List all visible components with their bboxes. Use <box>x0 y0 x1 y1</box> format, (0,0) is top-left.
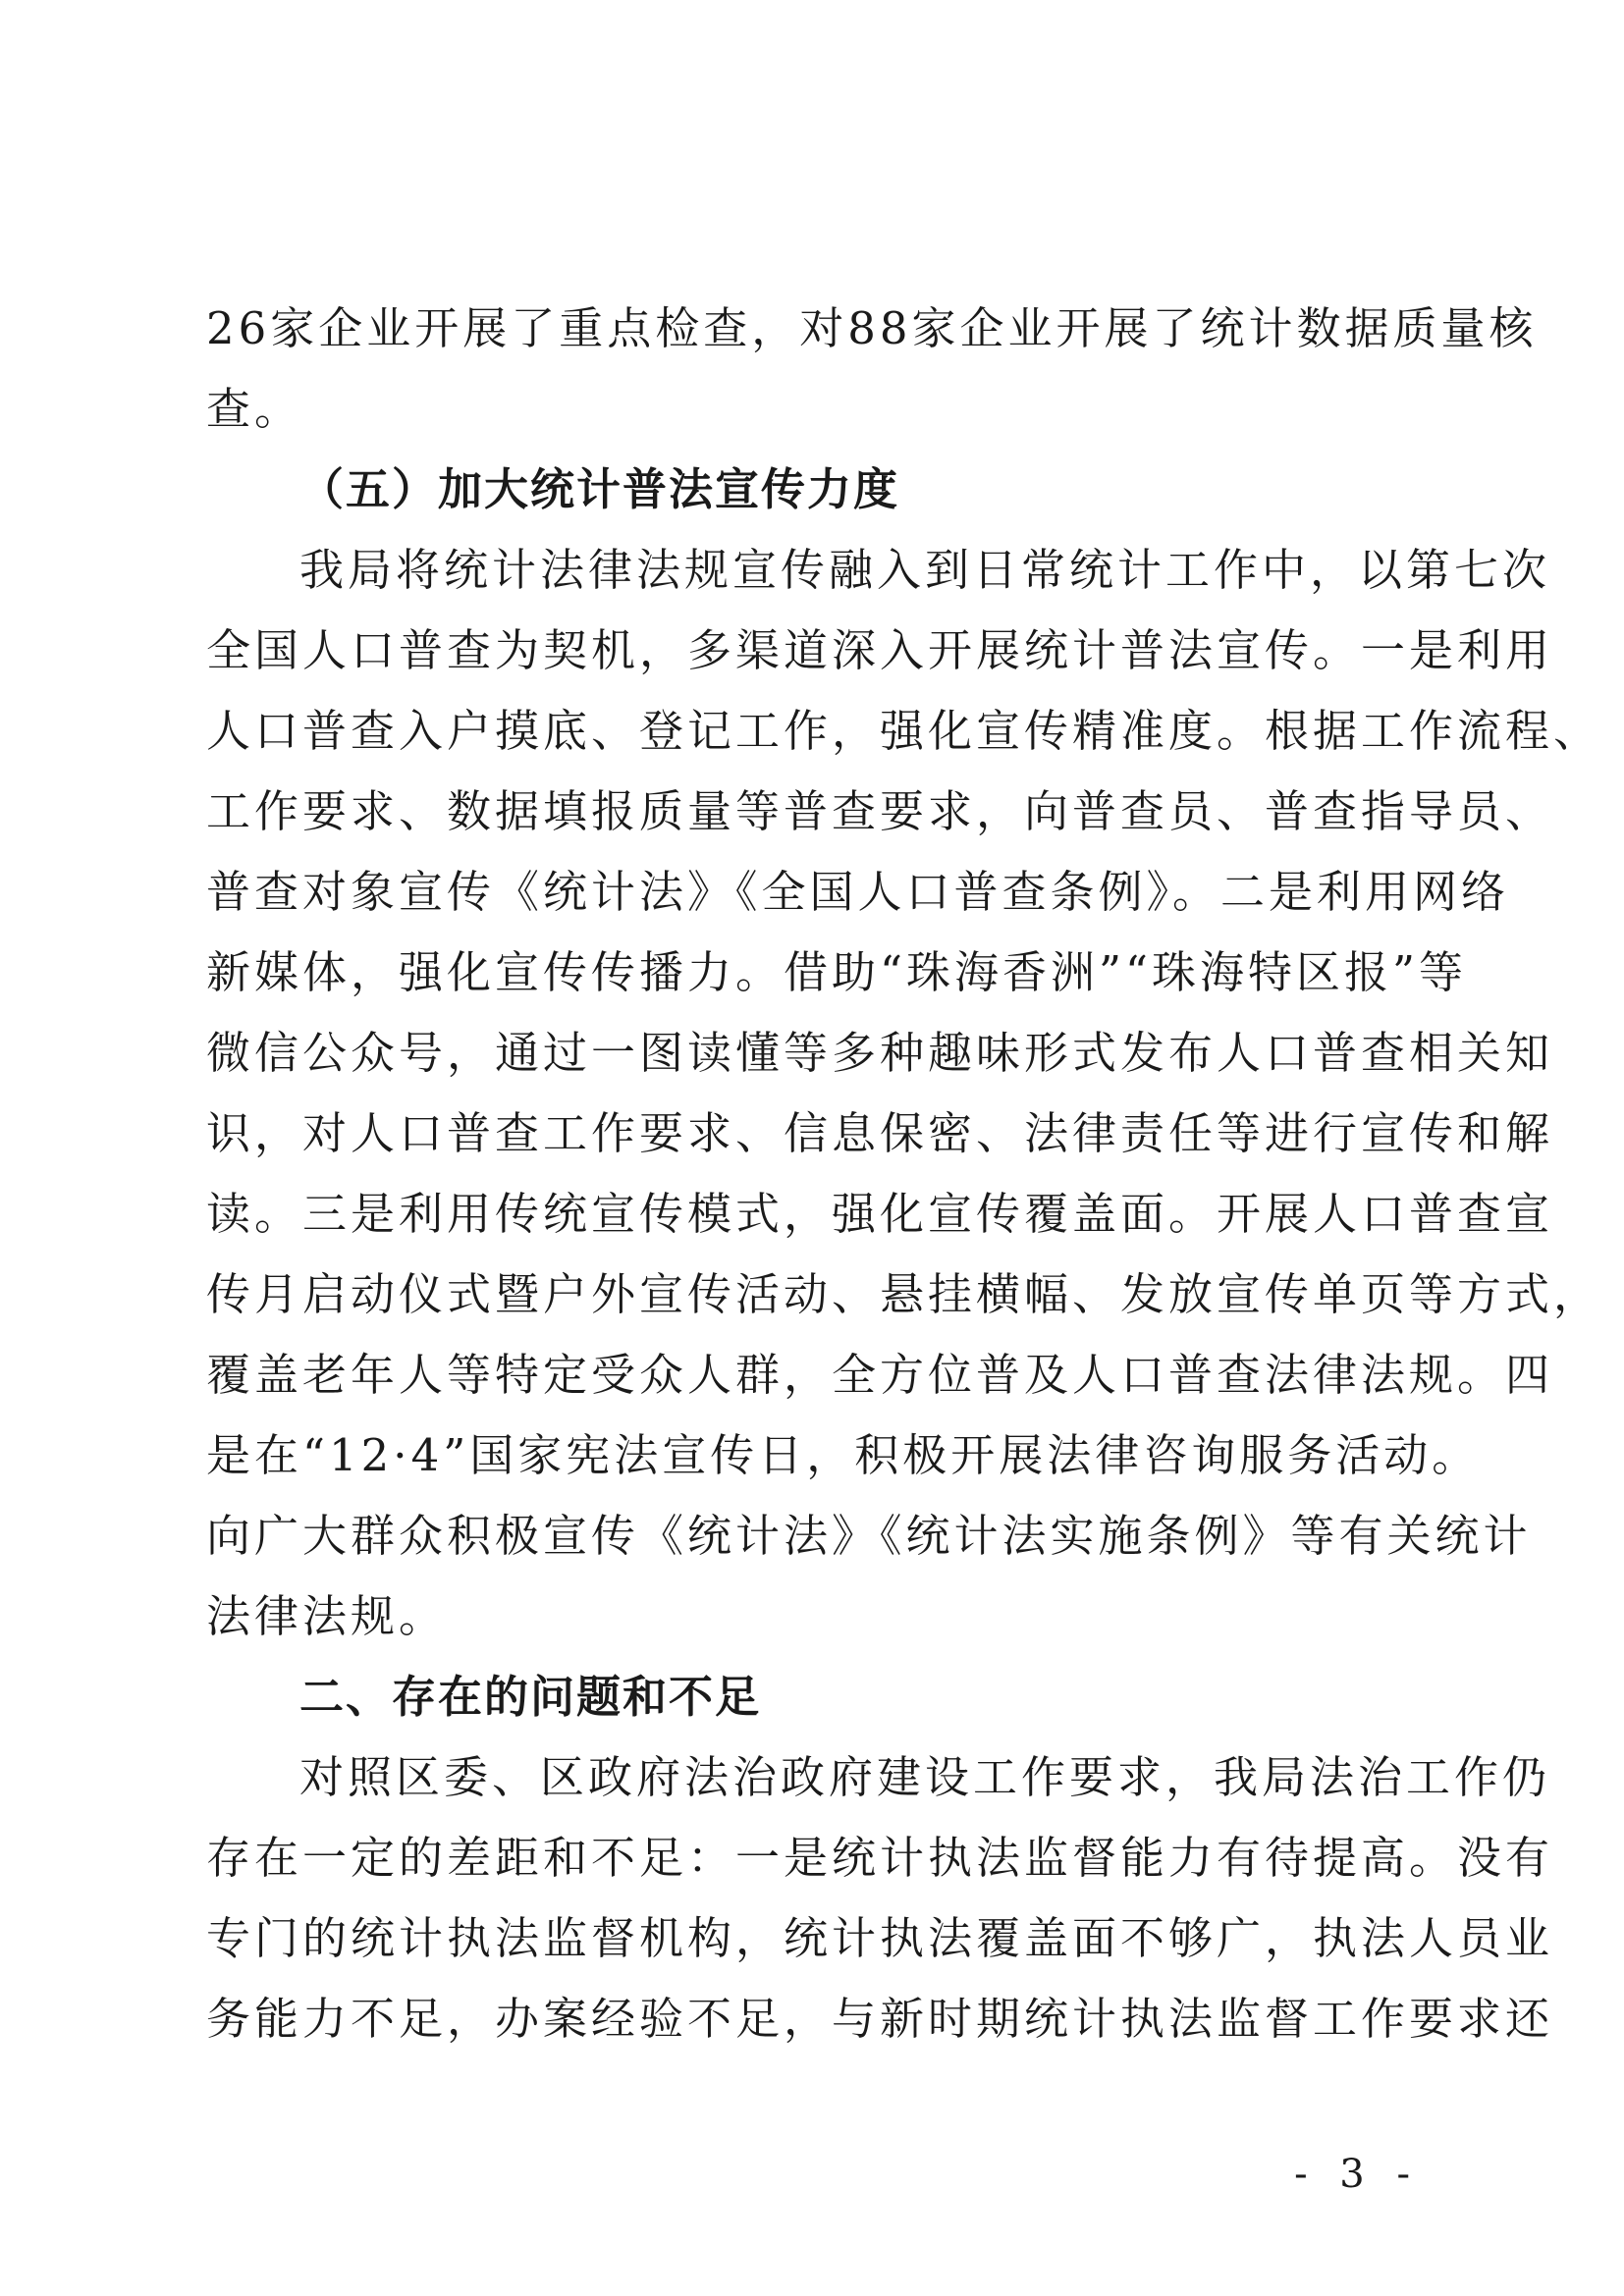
body-line: 新媒体，强化宣传传播力。借助“珠海香洲”“珠海特区报”等 <box>206 946 1468 998</box>
body-line: 查。 <box>206 383 303 435</box>
section-heading-5: （五）加大统计普法宣传力度 <box>299 463 900 515</box>
body-line: 微信公众号，通过一图读懂等多种趣味形式发布人口普查相关知 <box>206 1027 1554 1079</box>
body-line: 读。三是利用传统宣传模式，强化宣传覆盖面。开展人口普查宣 <box>206 1188 1554 1240</box>
body-line: 我局将统计法律法规宣传融入到日常统计工作中，以第七次 <box>299 544 1551 596</box>
body-line: 人口普查入户摸底、登记工作，强化宣传精准度。根据工作流程、 <box>206 705 1602 757</box>
body-line: 法律法规。 <box>206 1590 448 1642</box>
section-heading-2: 二、存在的问题和不足 <box>299 1671 762 1723</box>
body-line: 普查对象宣传《统计法》《全国人口普查条例》。二是利用网络 <box>206 866 1510 918</box>
body-line: 向广大群众积极宣传《统计法》《统计法实施条例》等有关统计 <box>206 1510 1532 1562</box>
body-line: 务能力不足，办案经验不足，与新时期统计执法监督工作要求还 <box>206 1993 1554 2045</box>
body-line: 26家企业开展了重点检查，对88家企业开展了统计数据质量核 <box>206 302 1538 354</box>
body-line: 对照区委、区政府法治政府建设工作要求，我局法治工作仍 <box>299 1751 1551 1803</box>
body-line: 专门的统计执法监督机构，统计执法覆盖面不够广，执法人员业 <box>206 1912 1554 1964</box>
body-line: 存在一定的差距和不足：一是统计执法监督能力有待提高。没有 <box>206 1832 1554 1884</box>
page-number: - 3 - <box>1294 2152 1420 2197</box>
body-line: 识，对人口普查工作要求、信息保密、法律责任等进行宣传和解 <box>206 1107 1554 1159</box>
body-line: 是在“12·4”国家宪法宣传日，积极开展法律咨询服务活动。 <box>206 1429 1481 1481</box>
body-line: 工作要求、数据填报质量等普查要求，向普查员、普查指导员、 <box>206 785 1554 837</box>
body-line: 全国人口普查为契机，多渠道深入开展统计普法宣传。一是利用 <box>206 624 1554 676</box>
body-line: 覆盖老年人等特定受众人群，全方位普及人口普查法律法规。四 <box>206 1349 1554 1401</box>
body-line: 传月启动仪式暨户外宣传活动、悬挂横幅、发放宣传单页等方式， <box>206 1268 1602 1320</box>
